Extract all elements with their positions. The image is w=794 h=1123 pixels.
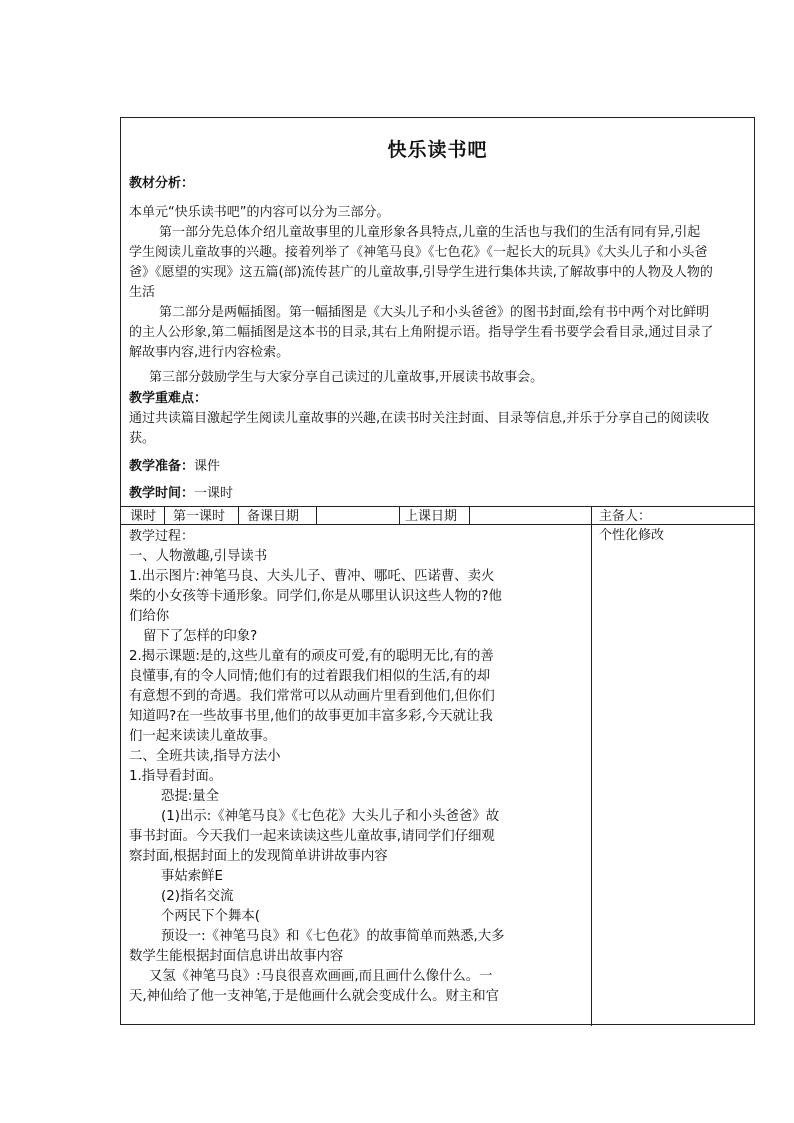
side-note-label: 个性化修改 xyxy=(599,528,665,543)
page-title: 快乐读书吧 xyxy=(387,139,488,161)
process-line: 二、全班共读,指导方法小 xyxy=(129,749,281,764)
analysis-p1-line: 生活 xyxy=(129,285,156,300)
process-line: 知道吗?在一些故事书里,他们的故事更加丰富多彩,今天就让我 xyxy=(129,709,493,724)
key-points-heading: 教学重难点： xyxy=(129,391,208,406)
process-line: 1.出示图片:神笔马良、大头儿子、曹冲、哪吒、匹诺曹、卖火 xyxy=(129,569,495,584)
process-line: 一、人物激趣,引导读书 xyxy=(129,549,268,564)
analysis-p1-line: 学生阅读儿童故事的兴趣。接着列举了《神笔马良》《七色花》《一起长大的玩具》《大头儿子和小头爸 xyxy=(129,245,708,260)
table-divider xyxy=(469,506,470,524)
time-label: 教学时间： xyxy=(129,486,195,501)
process-line: 们一起来读读儿童故事。 xyxy=(129,729,277,744)
process-line: 数学生能根据封面信息讲出故事内容 xyxy=(129,949,344,964)
process-line: (2)指名交流 xyxy=(161,889,234,904)
analysis-p2-line: 第二部分是两幅插图。第一幅插图是《大头儿子和小头爸爸》的图书封面,绘有书中两个对比鲜明 xyxy=(159,305,710,320)
header-period: 课时 xyxy=(130,509,157,524)
prep-row xyxy=(129,457,220,477)
process-line: 良懂事,有的令人同情;他们有的过着跟我们相似的生活,有的却 xyxy=(129,669,491,684)
process-line: 1.指导看封面。 xyxy=(129,769,223,784)
analysis-heading: 教材分析： xyxy=(129,176,195,191)
time-value: 一课时 xyxy=(194,486,234,501)
table-divider xyxy=(399,506,400,524)
process-line: 个两民下个舞本( xyxy=(161,909,260,924)
process-line: 又氢《神笔马良》:马良很喜欢画画,而且画什么像什么。一 xyxy=(149,969,493,984)
process-line: 2.揭示课题:是的,这些儿童有的顽皮可爱,有的聪明无比,有的善 xyxy=(129,649,494,664)
process-line: 有意想不到的奇遇。我们常常可以从动画片里看到他们,但你们 xyxy=(129,689,495,704)
key-points-line: 获。 xyxy=(129,431,156,446)
analysis-p2-line: 的主人公形象,第二幅插图是这本书的目录,其右上角附提示语。指导学生看书要学会看目录,通过目录了 xyxy=(129,325,714,340)
analysis-p3: 第三部分鼓励学生与大家分享自己读过的儿童故事,开展读书故事会。 xyxy=(149,370,544,385)
lesson-plan-table xyxy=(120,117,755,1025)
table-divider xyxy=(238,506,239,524)
analysis-p1-line: 爸》《愿望的实现》这五篇(部)流传甚广的儿童故事,引导学生进行集体共读,了解故事中的人物及人物的 xyxy=(129,265,713,280)
process-line: 们给你 xyxy=(129,609,170,624)
process-line: (1)出示:《神笔马良》《七色花》大头儿子和小头爸爸》故 xyxy=(161,809,500,824)
analysis-p1-line: 第一部分先总体介绍儿童故事里的儿童形象各具特点,儿童的生活也与我们的生活有同有异,引起 xyxy=(159,225,701,240)
process-line: 预设一:《神笔马良》和《七色花》的故事简单而熟悉,大多 xyxy=(161,929,505,944)
process-line: 事姑索鲜E xyxy=(161,869,224,884)
header-lesson: 第一课时 xyxy=(173,509,226,524)
key-points-line: 通过共读篇目激起学生阅读儿童故事的兴趣,在读书时关注封面、目录等信息,并乐于分享自己的阅读收 xyxy=(129,411,710,426)
analysis-intro: 本单元“快乐读书吧”的内容可以分为三部分。 xyxy=(129,205,390,220)
analysis-p2-line: 解故事内容,进行内容检索。 xyxy=(129,345,290,360)
prep-label: 教学准备： xyxy=(129,459,195,474)
process-line: 恐提:量全 xyxy=(161,789,220,804)
process-line: 天,神仙给了他一支神笔,于是他画什么就会变成什么。财主和官 xyxy=(129,989,500,1004)
process-line: 察封面,根据封面上的发现简单讲讲故事内容 xyxy=(129,849,388,864)
process-line: 柴的小女孩等卡通形象。同学们,你是从哪里认识这些人物的?他 xyxy=(129,589,502,604)
process-heading: 教学过程： xyxy=(129,529,195,544)
prep-value: 课件 xyxy=(194,459,221,474)
header-prep-date: 备课日期 xyxy=(247,509,300,524)
table-divider xyxy=(316,506,317,524)
table-divider xyxy=(591,506,592,1026)
time-row xyxy=(129,484,233,504)
header-class-date: 上课日期 xyxy=(405,509,458,524)
table-divider xyxy=(164,506,165,524)
header-preparer: 主备人： xyxy=(599,509,652,524)
process-line: 事书封面。今天我们一起来读读这些儿童故事,请同学们仔细观 xyxy=(129,829,495,844)
table-divider xyxy=(121,506,754,507)
process-line: 留下了怎样的印象? xyxy=(143,629,258,644)
